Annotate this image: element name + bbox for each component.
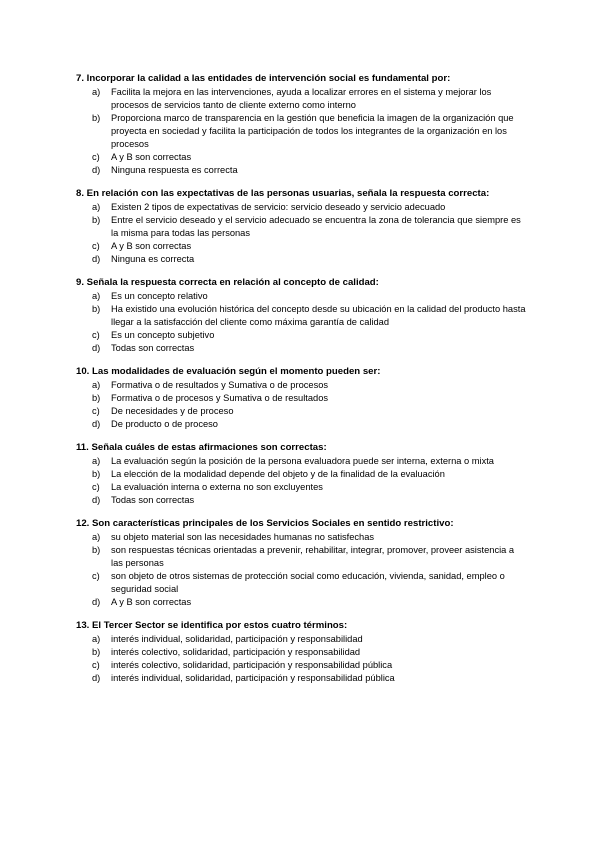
option-letter: d) xyxy=(92,673,101,683)
option-b xyxy=(76,544,526,570)
option-text: A y B son correctas xyxy=(111,152,192,162)
option-text: son respuestas técnicas orientadas a prevenir, rehabilitar, integrar, promover, proveer asistencia a las personas xyxy=(111,545,515,568)
option-text: interés individual, solidaridad, participación y responsabilidad pública xyxy=(111,673,395,683)
options-list xyxy=(76,86,526,177)
option-b xyxy=(76,468,526,481)
option-letter: a) xyxy=(92,202,101,212)
option-letter: a) xyxy=(92,380,101,390)
option-letter: d) xyxy=(92,343,101,353)
option-text: La evaluación interna o externa no son excluyentes xyxy=(111,482,323,492)
option-text: Todas son correctas xyxy=(111,495,195,505)
option-text: A y B son correctas xyxy=(111,241,192,251)
option-letter: c) xyxy=(92,152,100,162)
option-text: Entre el servicio deseado y el servicio adecuado se encuentra la zona de tolerancia que siempre es la misma para todas las personas xyxy=(111,215,521,238)
option-letter: d) xyxy=(92,597,101,607)
option-text: Ninguna es correcta xyxy=(111,254,195,264)
option-text: Existen 2 tipos de expectativas de servicio: servicio deseado y servicio adecuado xyxy=(111,202,446,212)
option-letter: b) xyxy=(92,647,101,657)
option-text: interés colectivo, solidaridad, participación y responsabilidad pública xyxy=(111,660,393,670)
option-c xyxy=(76,405,526,418)
option-d xyxy=(76,342,526,355)
question-8 xyxy=(76,187,526,266)
option-letter: a) xyxy=(92,456,101,466)
options-list xyxy=(76,531,526,609)
option-text: Ha existido una evolución histórica del concepto desde su ubicación en la calidad del producto hasta llegar a la satisfacción del cliente como máxima garantía de calidad xyxy=(111,304,526,327)
option-text: su objeto material son las necesidades humanas no satisfechas xyxy=(111,532,375,542)
option-text: Formativa o de procesos y Sumativa o de resultados xyxy=(111,393,329,403)
option-c xyxy=(76,659,526,672)
option-c xyxy=(76,329,526,342)
option-a xyxy=(76,633,526,646)
option-text: Formativa o de resultados y Sumativa o de procesos xyxy=(111,380,329,390)
option-letter: d) xyxy=(92,419,101,429)
question-title: 9. Señala la respuesta correcta en relación al concepto de calidad: xyxy=(76,277,379,288)
option-letter: c) xyxy=(92,571,100,581)
option-a xyxy=(76,379,526,392)
option-text: interés individual, solidaridad, participación y responsabilidad xyxy=(111,634,363,644)
option-letter: b) xyxy=(92,304,101,314)
option-text: interés colectivo, solidaridad, participación y responsabilidad xyxy=(111,647,361,657)
option-d xyxy=(76,672,526,685)
option-b xyxy=(76,646,526,659)
question-title: 7. Incorporar la calidad a las entidades de intervención social es fundamental por: xyxy=(76,73,451,84)
option-letter: a) xyxy=(92,532,101,542)
option-text: A y B son correctas xyxy=(111,597,192,607)
option-letter: d) xyxy=(92,254,101,264)
options-list xyxy=(76,455,526,507)
option-a xyxy=(76,86,526,112)
option-a xyxy=(76,455,526,468)
option-text: son objeto de otros sistemas de protección social como educación, vivienda, sanidad, empleo o seguridad social xyxy=(111,571,505,594)
option-letter: a) xyxy=(92,87,101,97)
option-text: La elección de la modalidad depende del objeto y de la finalidad de la evaluación xyxy=(111,469,445,479)
option-d xyxy=(76,164,526,177)
question-title: 13. El Tercer Sector se identifica por estos cuatro términos: xyxy=(76,620,348,631)
option-letter: d) xyxy=(92,165,101,175)
option-letter: c) xyxy=(92,482,100,492)
question-7 xyxy=(76,72,526,177)
option-text: La evaluación según la posición de la persona evaluadora puede ser interna, externa o mixta xyxy=(111,456,494,466)
option-letter: d) xyxy=(92,495,101,505)
option-text: Ninguna respuesta es correcta xyxy=(111,165,238,175)
option-letter: b) xyxy=(92,545,101,555)
option-c xyxy=(76,570,526,596)
option-letter: a) xyxy=(92,291,101,301)
option-b xyxy=(76,112,526,151)
options-list xyxy=(76,633,526,685)
document-page xyxy=(76,72,526,695)
option-d xyxy=(76,596,526,609)
option-a xyxy=(76,290,526,303)
option-text: Proporciona marco de transparencia en la gestión que beneficia la imagen de la organización que proyecta en sociedad y facilita la participación de todos los integrantes de la organización en los procesos xyxy=(111,113,514,149)
option-d xyxy=(76,253,526,266)
option-d xyxy=(76,494,526,507)
option-a xyxy=(76,201,526,214)
option-text: De necesidades y de proceso xyxy=(111,406,234,416)
option-letter: b) xyxy=(92,469,101,479)
question-12 xyxy=(76,517,526,609)
option-d xyxy=(76,418,526,431)
option-a xyxy=(76,531,526,544)
option-letter: b) xyxy=(92,215,101,225)
option-b xyxy=(76,303,526,329)
option-text: Es un concepto relativo xyxy=(111,291,208,301)
option-text: Facilita la mejora en las intervenciones, ayuda a localizar errores en el sistema y mejorar los procesos de servicios tanto de cliente externo como interno xyxy=(111,87,492,110)
question-11 xyxy=(76,441,526,507)
option-letter: c) xyxy=(92,660,100,670)
options-list xyxy=(76,379,526,431)
option-letter: c) xyxy=(92,406,100,416)
option-c xyxy=(76,481,526,494)
option-letter: a) xyxy=(92,634,101,644)
option-text: Es un concepto subjetivo xyxy=(111,330,215,340)
question-title: 11. Señala cuáles de estas afirmaciones son correctas: xyxy=(76,442,327,453)
options-list xyxy=(76,290,526,355)
question-10 xyxy=(76,365,526,431)
option-b xyxy=(76,392,526,405)
option-letter: c) xyxy=(92,330,100,340)
option-letter: c) xyxy=(92,241,100,251)
option-letter: b) xyxy=(92,113,101,123)
option-c xyxy=(76,240,526,253)
options-list xyxy=(76,201,526,266)
option-text: De producto o de proceso xyxy=(111,419,218,429)
question-13 xyxy=(76,619,526,685)
option-letter: b) xyxy=(92,393,101,403)
question-title: 8. En relación con las expectativas de las personas usuarias, señala la respuesta correcta: xyxy=(76,188,490,199)
question-title: 12. Son características principales de los Servicios Sociales en sentido restrictivo: xyxy=(76,518,454,529)
question-9 xyxy=(76,276,526,355)
option-b xyxy=(76,214,526,240)
option-text: Todas son correctas xyxy=(111,343,195,353)
option-c xyxy=(76,151,526,164)
question-title: 10. Las modalidades de evaluación según el momento pueden ser: xyxy=(76,366,381,377)
